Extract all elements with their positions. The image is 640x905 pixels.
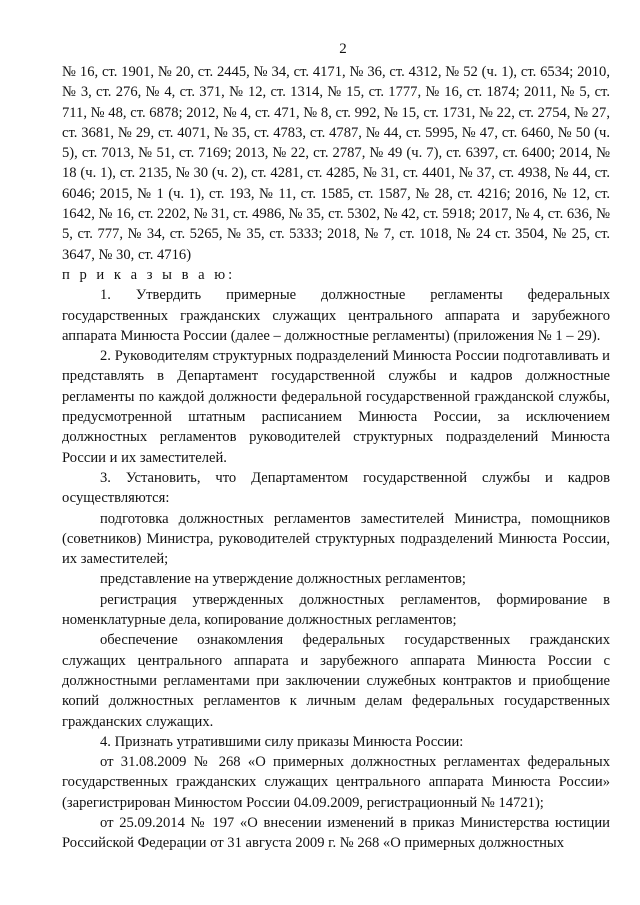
legal-sources-paragraph: № 16, ст. 1901, № 20, ст. 2445, № 34, ст. 4171, № 36, ст. 4312, № 52 (ч. 1), ст. 6534; 2010, № 3, ст. 276, № 4, ст. 371, № 12, ст. 1314, № 15, ст. 1777, № 16, ст. 1874; 2011, № 5, ст. 711, № 48, ст. 6878; 2012, № 4, ст. 471, № 8, ст. 992, № 15, ст. 1731, № 22, ст. 2754, № 27, ст. 3681, № 29, ст. 4071, № 35, ст. 4783, ст. 4787, № 44, ст. 5995, № 47, ст. 6460, № 50 (ч. 5), ст. 7013, № 51, ст. 7169; 2013, № 22, ст. 2787, № 49 (ч. 7), ст. 6397, ст. 6400; 2014, № 18 (ч. 1), ст. 2135, № 30 (ч. 2), ст. 4281, ст. 4285, № 31, ст. 4401, № 37, ст. 4938, № 44, ст. 6046; 2015, № 1 (ч. 1), ст. 193, № 11, ст. 1585, ст. 1587, № 28, ст. 4216; 2016, № 12, ст. 1642, № 16, ст. 2202, № 31, ст. 4986, № 35, ст. 5302, № 42, ст. 5918; 2017, № 4, ст. 636, № 5, ст. 777, № 34, ст. 5265, № 35, ст. 5333; 2018, № 7, ст. 1018, № 24 ст. 3504, № 25, ст. 3647, № 30, ст. 4716) — [62, 64, 610, 263]
clause-3: 3. Установить, что Департаментом государственной службы и кадров осуществляются: — [62, 469, 610, 507]
page-number: 2 — [339, 41, 347, 57]
clause-4: 4. Признать утратившими силу приказы Минюста России: — [100, 733, 464, 750]
clause-3-item-4: обеспечение ознакомления федеральных государственных гражданских служащих центрального аппарата и зарубежного аппарата Минюста России с должностными регламентами при заключении служебных контрактов и приобщение копий должностных регламентов к личным делам федеральных государственных гражданских служащих. — [62, 632, 610, 730]
clause-3-item-3: регистрация утвержденных должностных регламентов, формирование в номенклатурные дела, копирование должностных регламентов; — [62, 591, 610, 629]
clause-3-item-1: подготовка должностных регламентов заместителей Министра, помощников (советников) Министра, руководителей структурных подразделений Минюста России, их заместителей; — [62, 510, 610, 568]
clause-2: 2. Руководителям структурных подразделений Минюста России подготавливать и представлять в Департамент государственной службы и кадров должностные регламенты по каждой должности федеральной государственной гражданской службы, предусмотренной штатным расписанием Минюста России, за исключением должностных регламентов руководителей структурных подразделений Минюста России и их заместителей. — [62, 348, 610, 466]
clause-1: 1. Утвердить примерные должностные регламенты федеральных государственных гражданских служащих центрального аппарата и зарубежного аппарата Минюста России (далее – должностные регламенты) (приложения № 1 – 29). — [62, 287, 610, 344]
order-keyword: п р и к а з ы в а ю: — [62, 266, 236, 283]
clause-4-item-1: от 31.08.2009 № 268 «О примерных должностных регламентах федеральных государственных гражданских служащих центрального аппарата Минюста России» (зарегистрирован Минюстом России 04.09.2009, регистрационный № 14721); — [62, 754, 610, 811]
clause-3-item-2: представление на утверждение должностных регламентов; — [100, 571, 466, 588]
clause-4-item-2: от 25.09.2014 № 197 «О внесении изменений в приказ Министерства юстиции Российской Федерации от 31 августа 2009 г. № 268 «О примерных должностных — [62, 814, 610, 852]
